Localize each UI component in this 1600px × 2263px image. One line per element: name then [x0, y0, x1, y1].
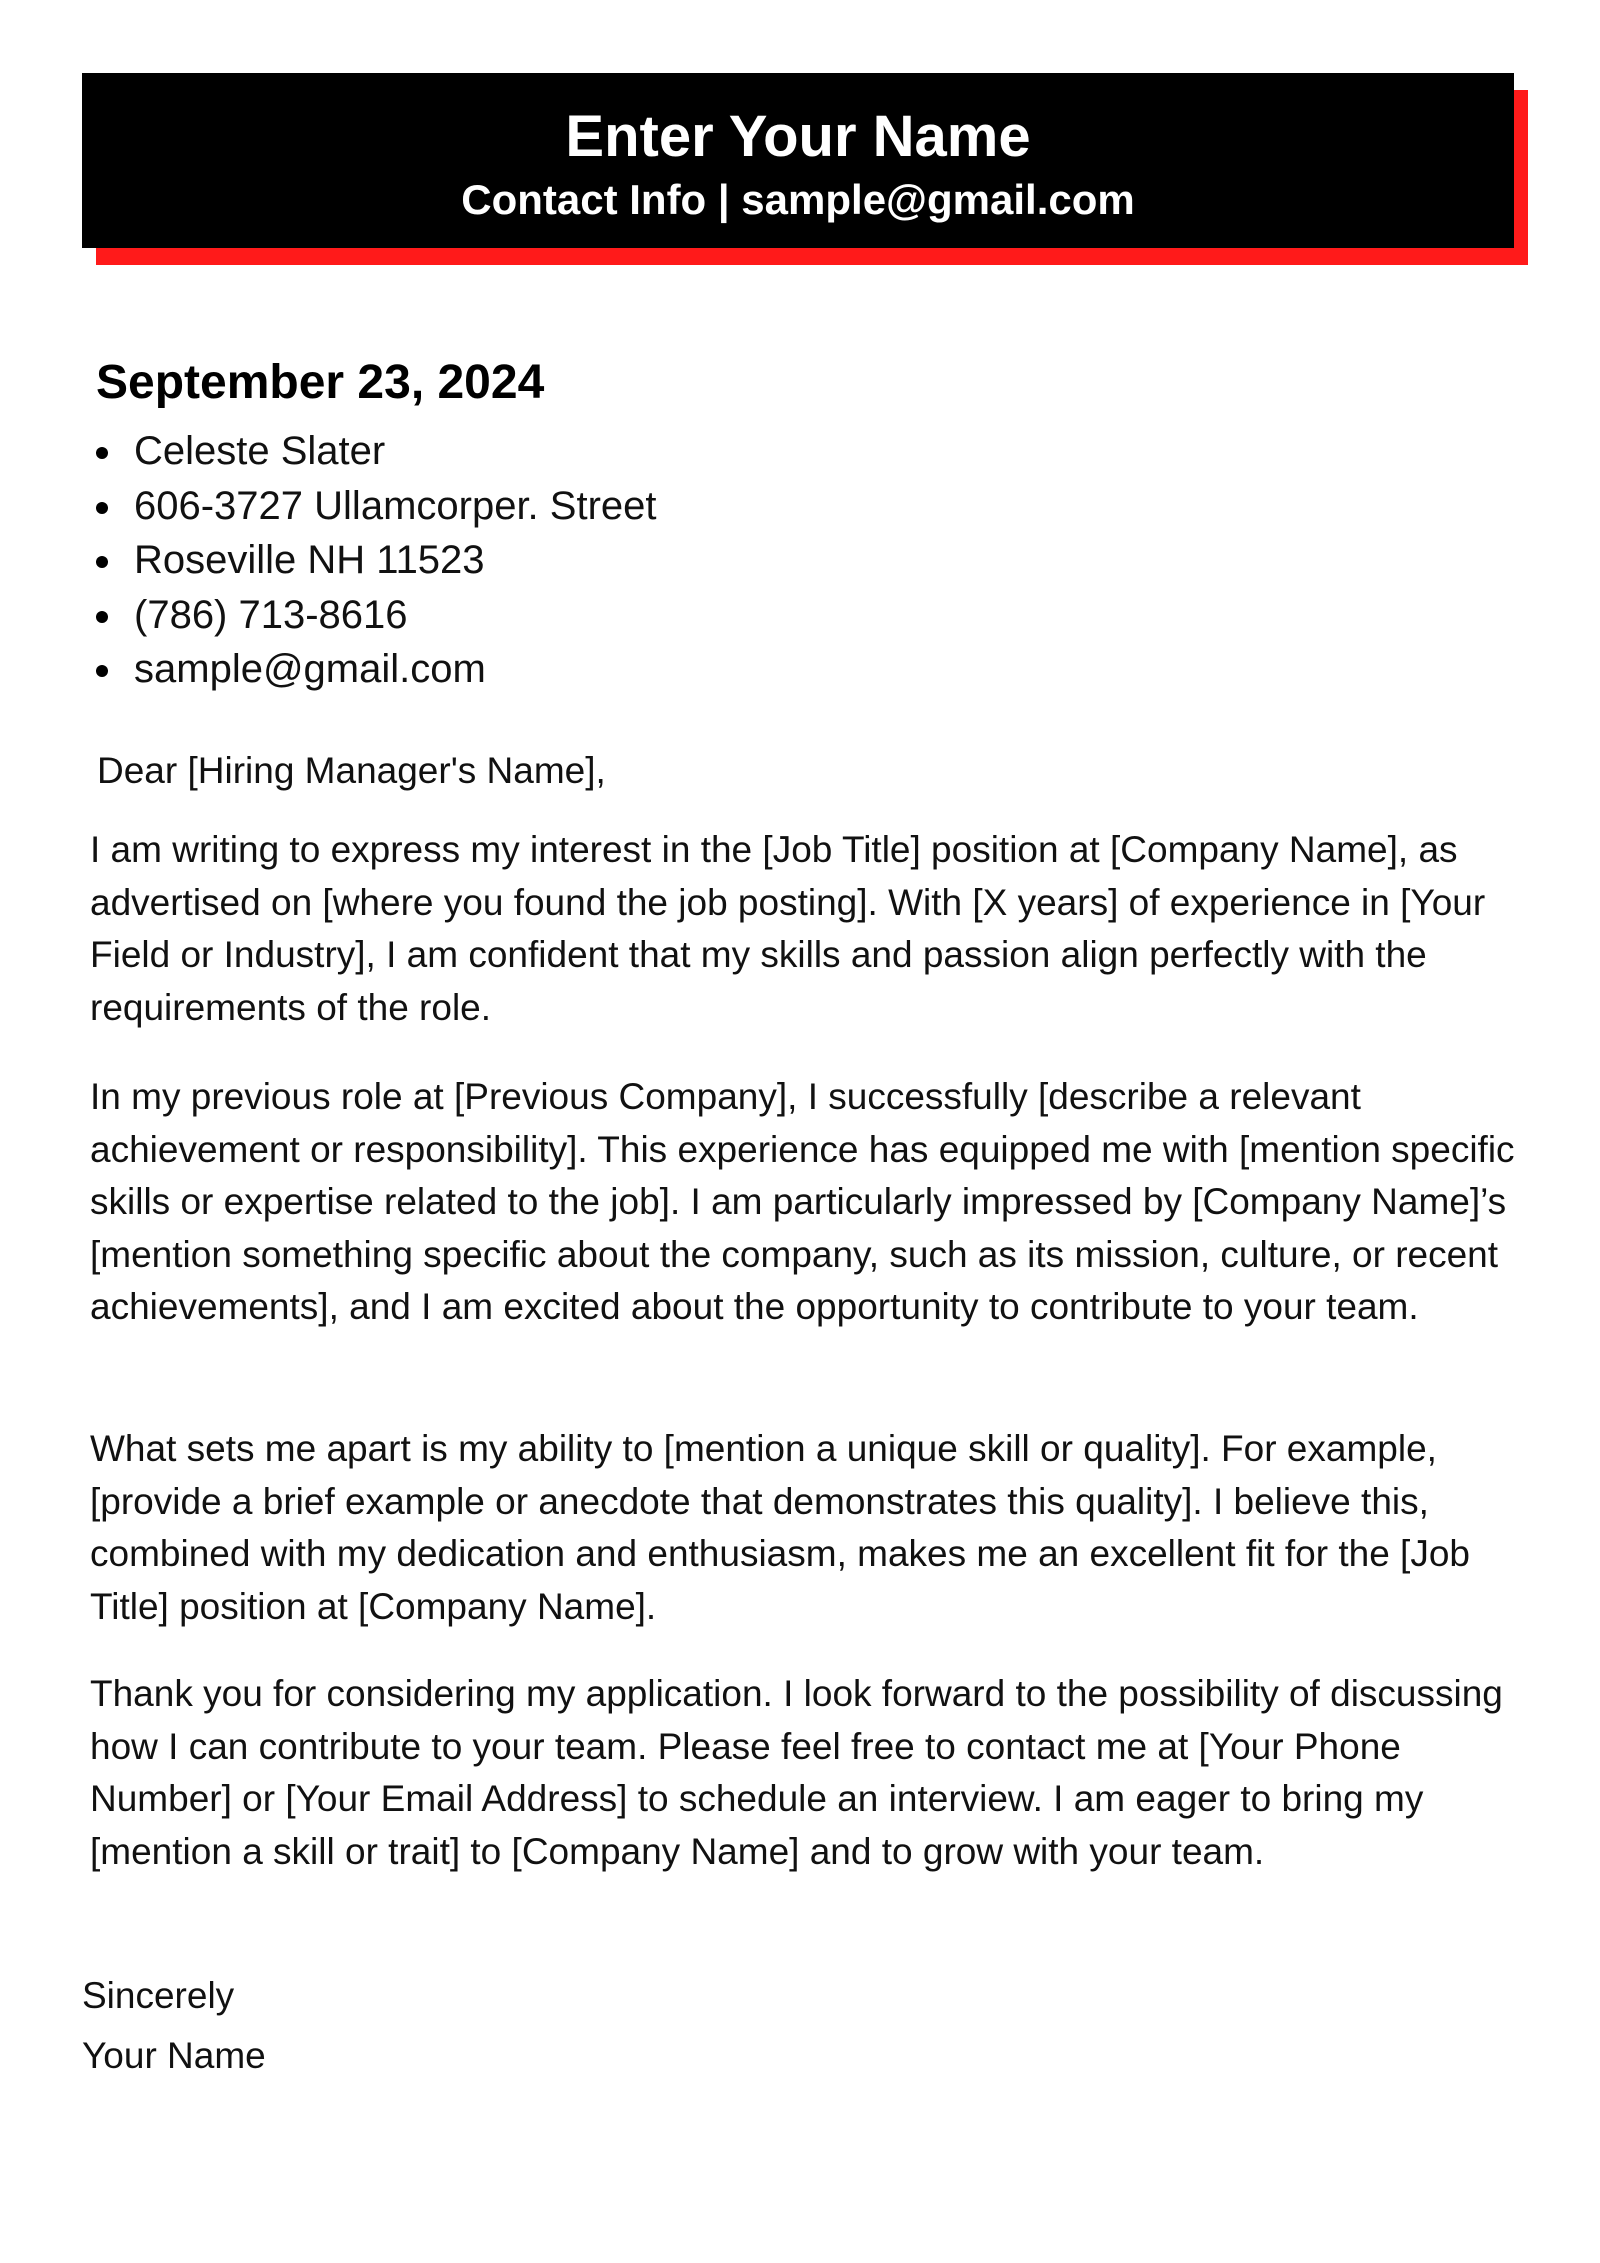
bullet-icon — [96, 556, 108, 568]
valediction: Sincerely — [82, 1975, 235, 2016]
body-paragraph-4: Thank you for considering my application. I look forward to the possibility of discussing how I can contribute to your team. Please feel free to contact me at [Your Phone Number] or [Your Email Address] to schedule an interview. I am eager to bring my [mention a skill or trait] to [Company Name] and to grow with your team. — [90, 1673, 1503, 1872]
bullet-icon — [96, 502, 108, 514]
bullet-icon — [96, 665, 108, 677]
recipient-name: Celeste Slater — [96, 424, 657, 479]
sender-contact-info: Contact Info | sample@gmail.com — [461, 176, 1135, 223]
header-banner — [82, 73, 1514, 248]
recipient-phone: (786) 713-8616 — [96, 588, 657, 643]
signature-name: Your Name — [82, 2035, 266, 2076]
sender-name: Enter Your Name — [565, 104, 1031, 169]
bullet-icon — [96, 447, 108, 459]
body-paragraph-3: What sets me apart is my ability to [mention a unique skill or quality]. For example, [provide a brief example or anecdote that demonstrates this quality]. I believe this, combined with my dedication and enthusiasm, makes me an excellent fit for the [Job Title] position at [Company Name]. — [90, 1428, 1470, 1627]
body-paragraph-2: In my previous role at [Previous Company], I successfully [describe a relevant achievement or responsibility]. This experience has equipped me with [mention specific skills or expertise related to the job]. I am particularly impressed by [Company Name]’s [mention something specific about the company, such as its mission, culture, or recent achievements], and I am excited about the opportunity to contribute to your team. — [90, 1076, 1515, 1328]
recipient-street: 606-3727 Ullamcorper. Street — [96, 479, 657, 534]
recipient-city: Roseville NH 11523 — [96, 533, 657, 588]
body-paragraph-1: I am writing to express my interest in the [Job Title] position at [Company Name], as advertised on [where you found the job posting]. With [X years] of experience in [Your Field or Industry], I am confident that my skills and passion align perfectly with the requirements of the role. — [90, 829, 1486, 1028]
recipient-email: sample@gmail.com — [96, 642, 657, 697]
letter-date: September 23, 2024 — [96, 356, 545, 409]
recipient-list — [96, 424, 657, 697]
bullet-icon — [96, 611, 108, 623]
closing-block — [82, 1966, 266, 2086]
salutation: Dear [Hiring Manager's Name], — [97, 750, 606, 791]
